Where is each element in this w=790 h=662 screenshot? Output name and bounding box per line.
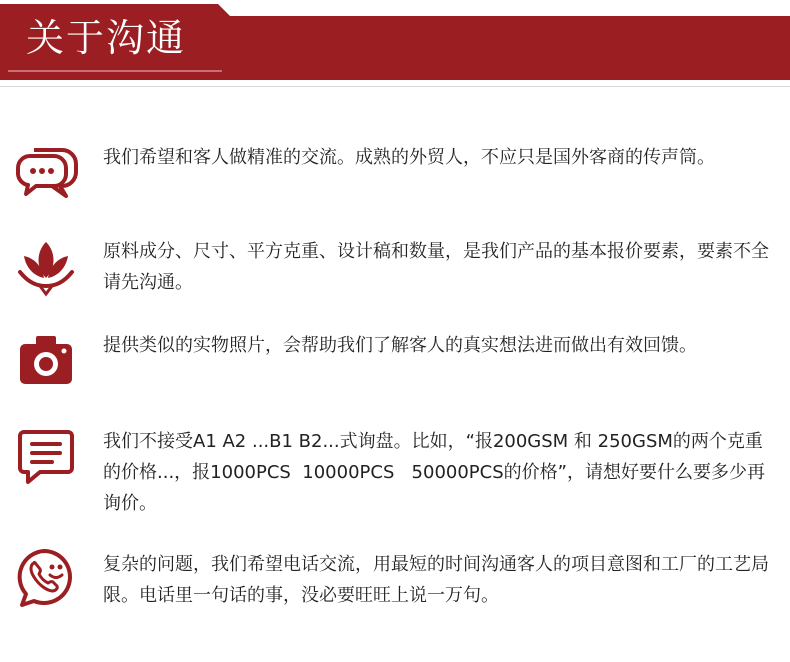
divider (0, 86, 790, 87)
section-title: 关于沟通 (26, 16, 187, 60)
item-text: 我们希望和客人做精准的交流。成熟的外贸人，不应只是国外客商的传声筒。 (103, 147, 715, 168)
item-text: 提供类似的实物照片，会帮助我们了解客人的真实想法进而做出有效回馈。 (103, 335, 697, 356)
chat-bubbles-icon (14, 140, 78, 204)
item-text: 原料成分、尺寸、平方克重、设计稿和数量，是我们产品的基本报价要素，要素不全请先沟通。 (103, 241, 769, 293)
leaf-lotus-icon (14, 234, 78, 298)
title-underline (8, 70, 222, 72)
section-header (0, 0, 790, 90)
item-text: 我们不接受A1 A2 ...B1 B2...式询盘。比如，“报200GSM 和 250GSM的两个克重的价格...，报1000PCS 10000PCS 50000PCS的价格”，请想好要什么要多少再询价。 (103, 431, 765, 514)
camera-icon (14, 328, 78, 392)
phone-call-icon (14, 545, 78, 609)
item-text: 复杂的问题，我们希望电话交流，用最短的时间沟通客人的项目意图和工厂的工艺局限。电话里一句话的事，没必要旺旺上说一万句。 (103, 554, 769, 606)
message-lines-icon (14, 424, 78, 488)
